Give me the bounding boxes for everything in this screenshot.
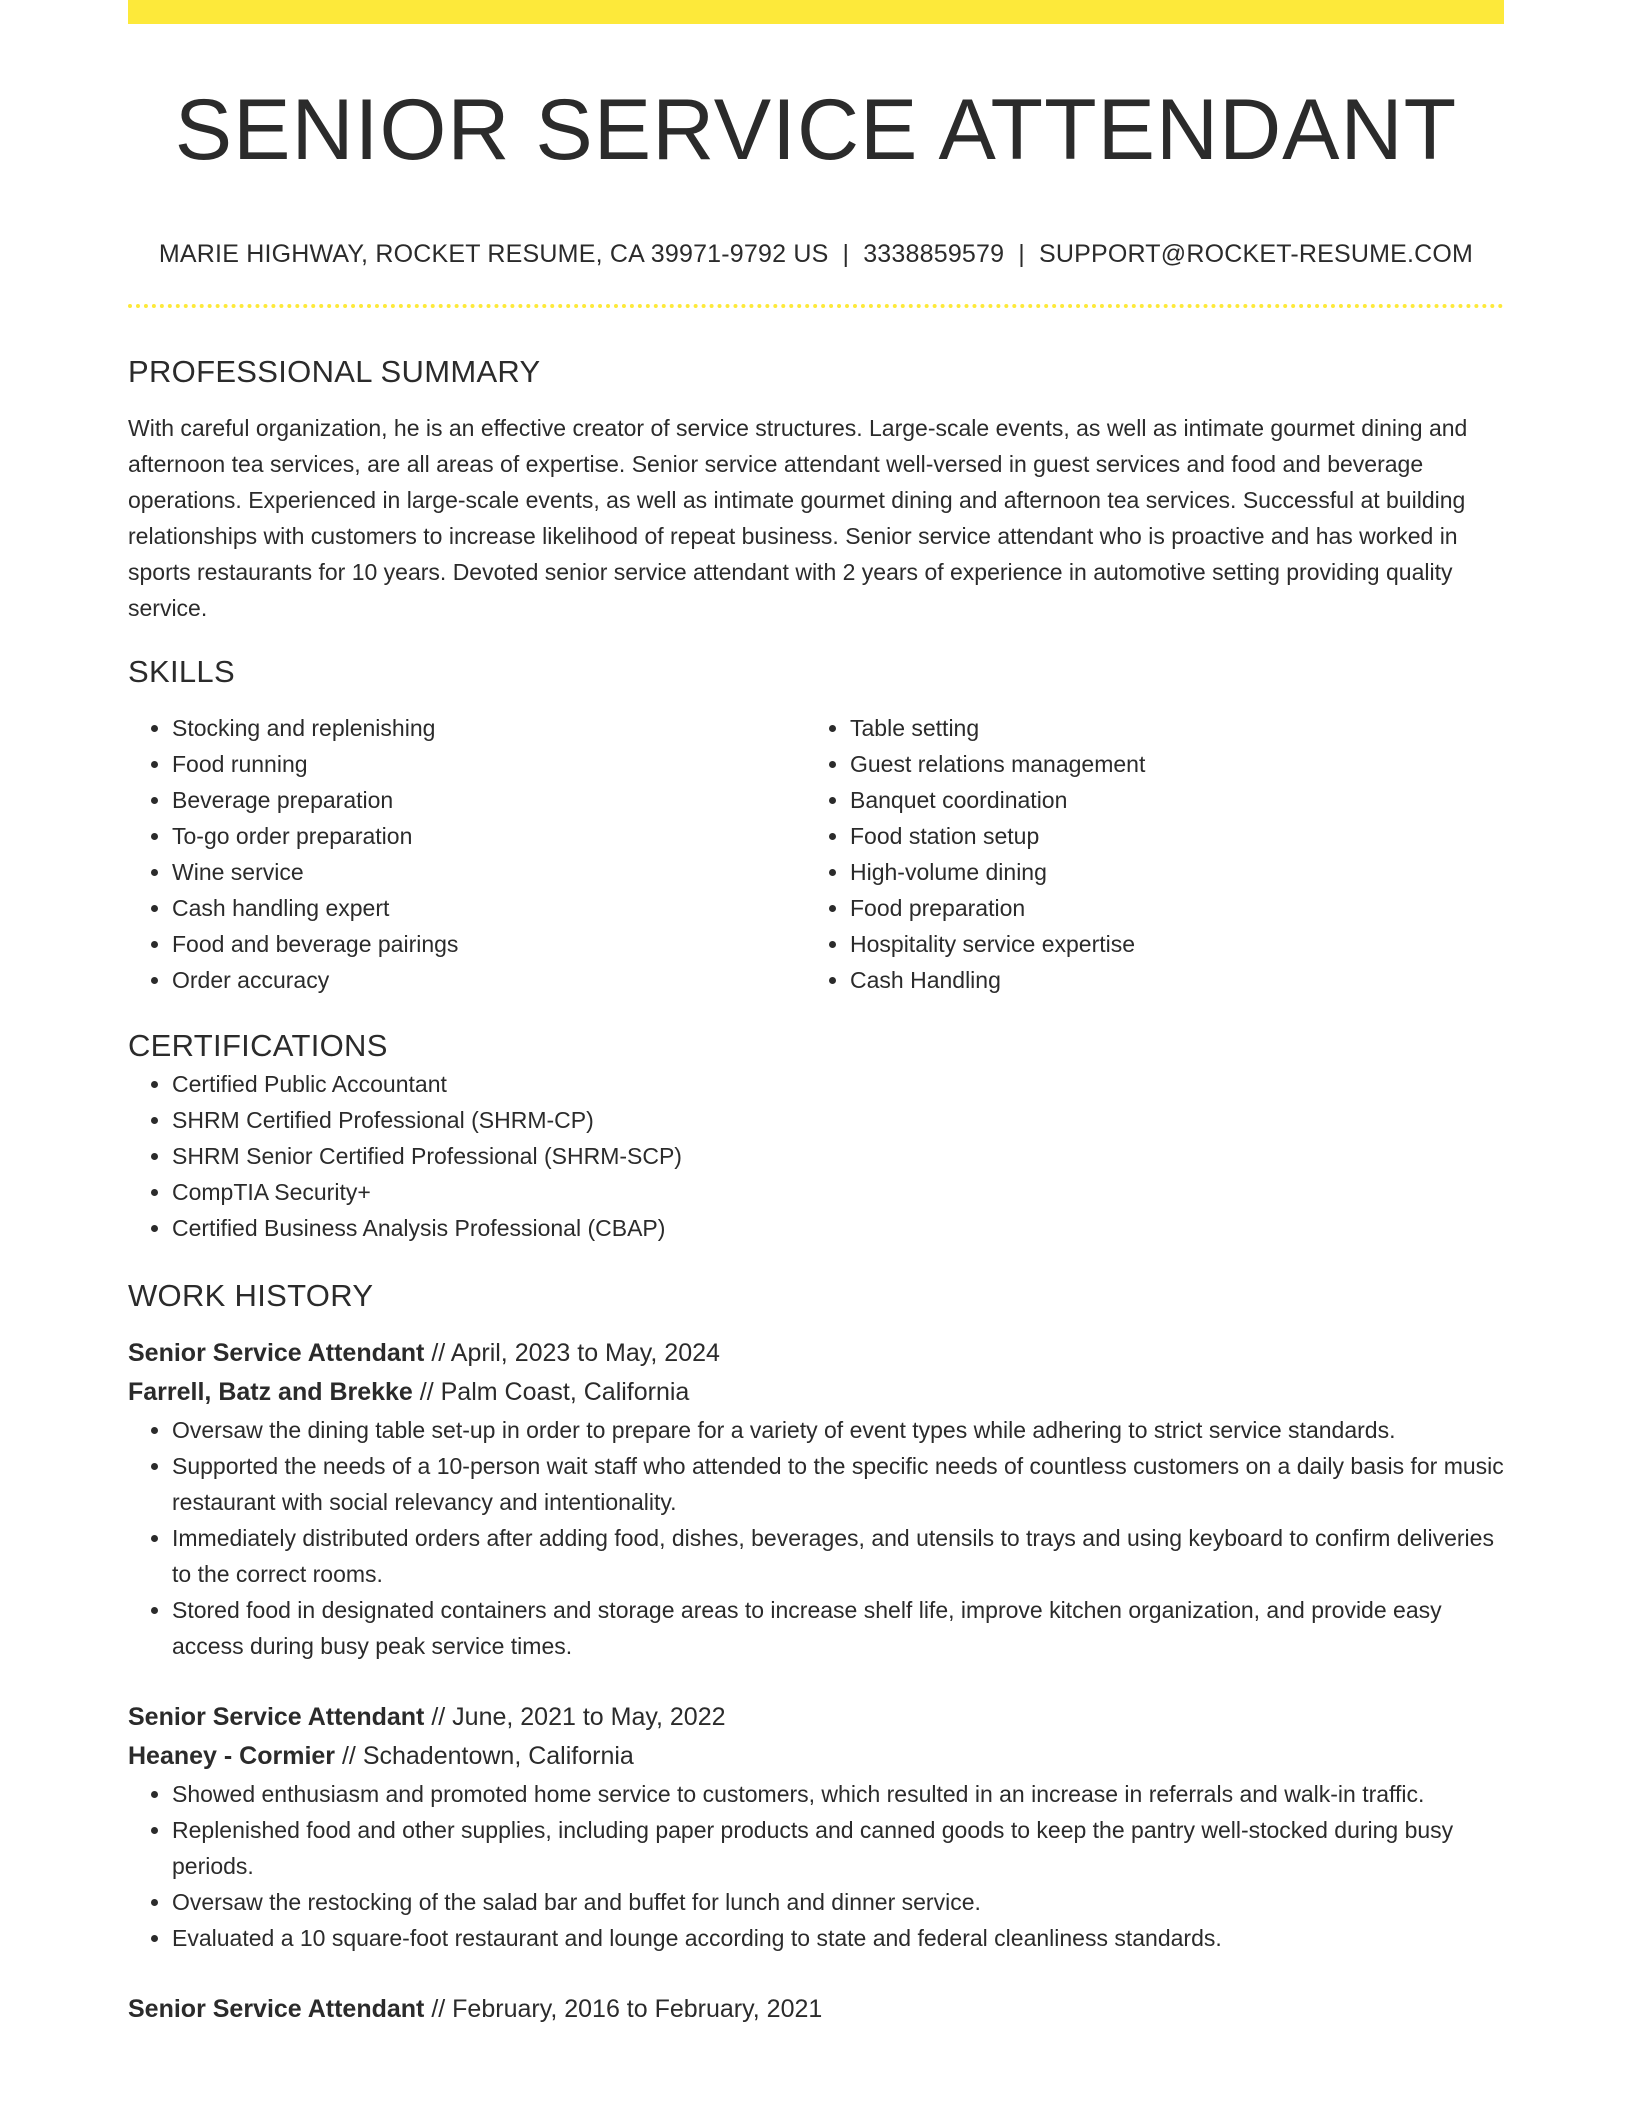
contact-line [128,236,1504,272]
contact-email: SUPPORT@ROCKET-RESUME.COM [1038,240,1474,268]
skill-item: • Food preparation [850,890,1484,926]
skill-item: • Beverage preparation [172,782,806,818]
job-role: Senior Service Attendant [128,1339,425,1367]
certifications-list [128,1066,1504,1246]
skill-item: • Cash Handling [850,962,1484,998]
skill-item: • Banquet coordination [850,782,1484,818]
skills-list-right [806,710,1484,998]
skill-item: • Cash handling expert [172,890,806,926]
job-bullet: • Evaluated a 10 square-foot restaurant and lounge according to state and federal cleanliness standards. [172,1920,1504,1956]
job-bullet: • Replenished food and other supplies, including paper products and canned goods to keep the pantry well-stocked during busy periods. [172,1812,1504,1884]
summary-text: With careful organization, he is an effective creator of service structures. Large-scale events, as well as intimate gourmet dining and afternoon tea services, are all areas of expertise. Senior service attendant well-versed in guest services and food and beverage operations. Experienced in large-scale events, as well as intimate gourmet dining and afternoon tea services. Successful at building relationships with customers to increase likelihood of repeat business. Senior service attendant who is proactive and has worked in sports restaurants for 10 years. Devoted senior service attendant with 2 years of experience in automotive setting providing quality service. [128,415,1468,621]
job-entry [128,1334,1504,1664]
job-bullet: • Oversaw the dining table set-up in order to prepare for a variety of event types while adhering to strict service standards. [172,1412,1504,1448]
job-company: Heaney - Cormier [128,1742,336,1770]
skill-item: • Guest relations management [850,746,1484,782]
resume-content [128,24,1504,2029]
skill-item: • Hospitality service expertise [850,926,1484,962]
job-bullet: • Showed enthusiasm and promoted home service to customers, which resulted in an increase in referrals and walk-in traffic. [172,1776,1504,1812]
skill-item: • Table setting [850,710,1484,746]
accent-top-bar [128,0,1504,24]
job-role-line [128,1698,1504,1737]
skills-column-right [806,710,1484,998]
certification-item: • Certified Business Analysis Professional (CBAP) [172,1210,1504,1246]
skill-item: • Stocking and replenishing [172,710,806,746]
job-bullet: • Immediately distributed orders after adding food, dishes, beverages, and utensils to trays and using keyboard to confirm deliveries to the correct rooms. [172,1520,1504,1592]
skill-item: • Food station setup [850,818,1484,854]
skills-list-left [128,710,806,998]
skills-heading: SKILLS [128,654,235,689]
contact-separator: | [842,240,850,268]
job-dates: // June, 2021 to May, 2022 [431,1703,726,1731]
contact-separator: | [1018,240,1025,268]
contact-phone: 3338859579 [863,240,1005,268]
skills-column-left [128,710,806,998]
certification-item: • SHRM Certified Professional (SHRM-CP) [172,1102,1504,1138]
job-location: // Schadentown, California [341,1742,634,1770]
skill-item: • To-go order preparation [172,818,806,854]
job-role: Senior Service Attendant [128,1995,425,2023]
skill-item: • Order accuracy [172,962,806,998]
skill-item: • Food and beverage pairings [172,926,806,962]
job-bullet: • Stored food in designated containers and storage areas to increase shelf life, improve kitchen organization, and provide easy access during busy peak service times. [172,1592,1504,1664]
skill-item: • High-volume dining [850,854,1484,890]
job-role: Senior Service Attendant [128,1703,425,1731]
job-bullets [128,1412,1504,1664]
skill-item: • Food running [172,746,806,782]
skills-grid [128,710,1504,998]
certification-item: • SHRM Senior Certified Professional (SHRM-SCP) [172,1138,1504,1174]
job-company-line [128,1737,1504,1776]
job-company-line [128,1373,1504,1412]
summary-heading: PROFESSIONAL SUMMARY [128,354,541,389]
job-role-line [128,1990,1504,2029]
contact-address: MARIE HIGHWAY, ROCKET RESUME, CA 39971-9792 US [158,240,829,268]
job-role-line [128,1334,1504,1373]
job-bullets [128,1776,1504,1956]
resume-name: SENIOR SERVICE ATTENDANT [174,82,1458,178]
skill-item: • Wine service [172,854,806,890]
certification-item: • CompTIA Security+ [172,1174,1504,1210]
job-entry [128,1698,1504,1956]
job-dates: // April, 2023 to May, 2024 [431,1339,720,1367]
job-dates: // February, 2016 to February, 2021 [431,1995,823,2023]
job-bullet: • Oversaw the restocking of the salad bar and buffet for lunch and dinner service. [172,1884,1504,1920]
job-entry [128,1990,1504,2029]
certifications-heading: CERTIFICATIONS [128,1028,388,1063]
dotted-divider [128,304,1504,308]
work-history-heading: WORK HISTORY [128,1278,374,1313]
certification-item: • Certified Public Accountant [172,1066,1504,1102]
job-company: Farrell, Batz and Brekke [128,1378,413,1406]
job-location: // Palm Coast, California [419,1378,690,1406]
job-bullet: • Supported the needs of a 10-person wait staff who attended to the specific needs of countless customers on a daily basis for music restaurant with social relevancy and intentionality. [172,1448,1504,1520]
